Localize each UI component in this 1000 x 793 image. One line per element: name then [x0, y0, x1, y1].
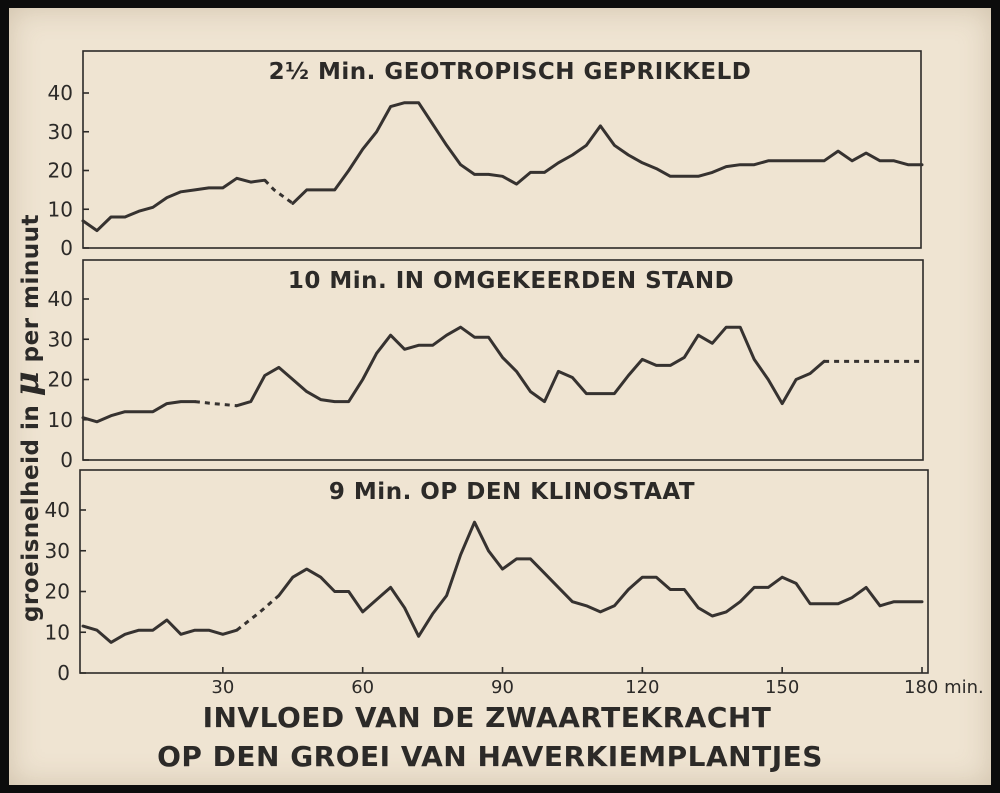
x-tick-label: 120	[625, 677, 660, 698]
y-tick-label: 30	[47, 119, 73, 144]
y-tick-label: 30	[47, 327, 73, 352]
y-axis-label	[7, 214, 47, 622]
series-line-dashed	[265, 180, 293, 203]
chart-panel-1	[48, 51, 922, 260]
y-tick-label: 10	[47, 407, 73, 432]
x-tick-label: 60	[351, 677, 375, 698]
series-line	[293, 103, 922, 204]
y-tick-label: 20	[47, 158, 73, 183]
y-axis-label-suffix: per minuut	[18, 213, 44, 363]
chart-panels	[45, 51, 984, 698]
x-tick-label: 30	[211, 677, 235, 698]
panel-title: 2½ Min. GEOTROPISCH GEPRIKKELD	[268, 59, 752, 85]
panel-title: 10 Min. IN OMGEKEERDEN STAND	[287, 268, 735, 294]
y-tick-label: 40	[47, 81, 73, 105]
series-line	[83, 178, 265, 230]
series-line	[279, 522, 922, 636]
y-tick-label: 40	[44, 498, 70, 522]
x-tick-label: 90	[491, 677, 514, 698]
y-tick-label: 40	[47, 287, 73, 311]
y-tick-label: 30	[44, 538, 70, 563]
panel-title: 9 Min. OP DEN KLINOSTAAT	[328, 479, 696, 505]
series-line-dashed	[237, 596, 279, 631]
y-tick-label: 10	[44, 620, 70, 645]
y-tick-label: 0	[60, 448, 73, 472]
series-line-dashed	[195, 402, 237, 406]
y-axis-label-mu: μ	[7, 370, 47, 397]
y-tick-label: 0	[57, 661, 70, 685]
x-tick-label: 180 min.	[904, 677, 984, 698]
series-line	[83, 402, 195, 422]
series-line	[83, 620, 237, 642]
y-axis-label-prefix: groeisnelheid in	[18, 404, 44, 623]
y-tick-label: 20	[47, 367, 73, 392]
chart-panel-2	[48, 260, 923, 472]
x-tick-label: 150	[764, 677, 800, 698]
series-line	[237, 327, 824, 406]
y-tick-label: 10	[47, 197, 73, 222]
chart-panel-3	[45, 470, 984, 698]
y-tick-label: 20	[44, 579, 70, 604]
main-title-line-1: INVLOED VAN DE ZWAARTEKRACHT	[202, 701, 772, 734]
y-tick-label: 0	[60, 236, 73, 260]
main-title-line-2: OP DEN GROEI VAN HAVERKIEMPLANTJES	[157, 740, 823, 773]
